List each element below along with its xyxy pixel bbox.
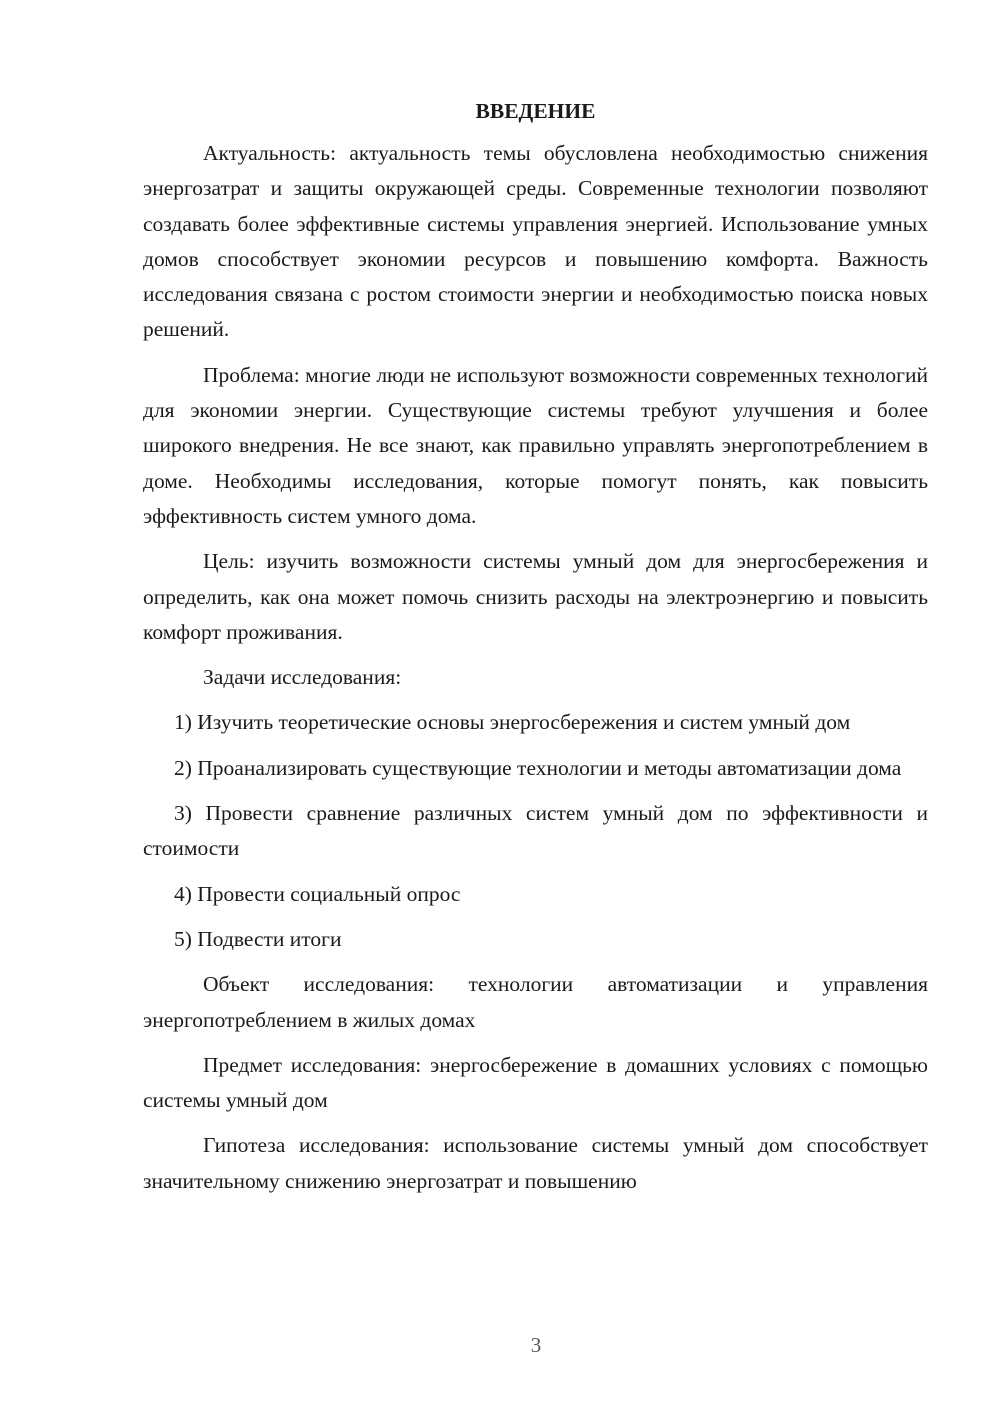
tasks-heading: Задачи исследования: [203, 665, 402, 690]
relevance-paragraph: Актуальность: актуальность темы обусловлена необходимостью снижения энергозатрат и защиты окружающей среды. Современные технологии позволяют создавать более эффективные системы управления энергией. Использование умных домов способствует экономии ресурсов и повышению комфорта. Важность исследования связана с ростом стоимости энергии и необходимостью поиска новых решений. [143, 141, 928, 342]
task-item: 4) Провести социальный опрос [174, 881, 461, 906]
task-item: 5) Подвести итоги [174, 926, 342, 951]
page-number: 3 [530, 1333, 542, 1357]
task-item: 2) Проанализировать существующие технологии и методы автоматизации дома [174, 755, 902, 780]
subject-paragraph: Предмет исследования: энергосбережение в домашних условиях с помощью системы умный дом [143, 1052, 928, 1113]
hypothesis-paragraph: Гипотеза исследования: использование системы умный дом способствует значительному снижению энергозатрат и повышению [143, 1133, 928, 1193]
task-item: 1) Изучить теоретические основы энергосбережения и систем умный дом [174, 710, 851, 735]
problem-paragraph: Проблема: многие люди не используют возможности современных технологий для экономии энергии. Существующие системы требуют улучшения и более широкого внедрения. Не все знают, как правильно управлять энергопотреблением в доме. Необходимы исследования, которые помогут понять, как повысить эффективность систем умного дома. [143, 362, 928, 528]
object-paragraph: Объект исследования: технологии автоматизации и управления энергопотреблением в жилых домах [143, 972, 928, 1032]
task-item: 3) Провести сравнение различных систем умный дом по эффективности и стоимости [143, 801, 928, 861]
section-title: ВВЕДЕНИЕ [475, 99, 596, 123]
tasks-list [143, 705, 928, 957]
goal-paragraph: Цель: изучить возможности системы умный дом для энергосбережения и определить, как она может помочь снизить расходы на электроэнергию и повысить комфорт проживания. [143, 549, 928, 644]
document-page [143, 92, 928, 1199]
